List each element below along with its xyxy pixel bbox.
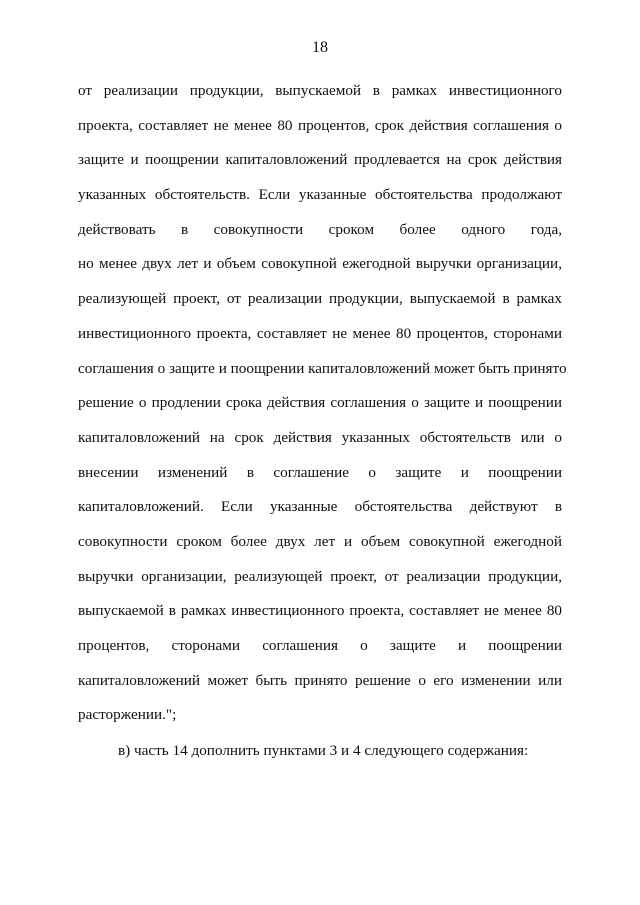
- list-item-v: в) часть 14 дополнить пунктами 3 и 4 следующего содержания:: [118, 742, 529, 759]
- paragraph-line: проекта, составляет не менее 80 процентов, срок действия соглашения о: [78, 116, 562, 134]
- paragraph-line: реализующей проект, от реализации продукции, выпускаемой в рамках: [78, 290, 562, 308]
- paragraph-line: защите и поощрении капиталовложений продлевается на срок действия: [78, 151, 562, 169]
- paragraph-line: капиталовложений может быть принято решение о его изменении или: [78, 671, 562, 689]
- paragraph-line: указанных обстоятельств. Если указанные обстоятельства продолжают: [78, 186, 562, 204]
- paragraph-line: действовать в совокупности сроком более одного года,: [78, 220, 562, 238]
- paragraph-line: выручки организации, реализующей проект, от реализации продукции,: [78, 567, 562, 585]
- body-paragraph: [78, 74, 567, 733]
- paragraph-line: но менее двух лет и объем совокупной ежегодной выручки организации,: [78, 255, 562, 273]
- paragraph-line: процентов, сторонами соглашения о защите и поощрении: [78, 637, 562, 654]
- paragraph-line: капиталовложений. Если указанные обстоятельства действуют в: [78, 498, 562, 516]
- paragraph-line: соглашения о защите и поощрении капиталовложений может быть принято: [78, 359, 567, 377]
- paragraph-line: выпускаемой в рамках инвестиционного проекта, составляет не менее 80: [78, 602, 562, 620]
- paragraph-line: совокупности сроком более двух лет и объем совокупной ежегодной: [78, 532, 562, 550]
- paragraph-line: решение о продлении срока действия соглашения о защите и поощрении: [78, 394, 562, 412]
- paragraph-line: от реализации продукции, выпускаемой в рамках инвестиционного: [78, 82, 562, 99]
- paragraph-line-last: расторжении.";: [78, 706, 177, 724]
- paragraph-line: капиталовложений на срок действия указанных обстоятельств или о: [78, 428, 562, 446]
- paragraph-line: инвестиционного проекта, составляет не менее 80 процентов, сторонами: [78, 324, 562, 342]
- page-number: 18: [312, 39, 328, 56]
- paragraph-line: внесении изменений в соглашение о защите и поощрении: [78, 463, 562, 481]
